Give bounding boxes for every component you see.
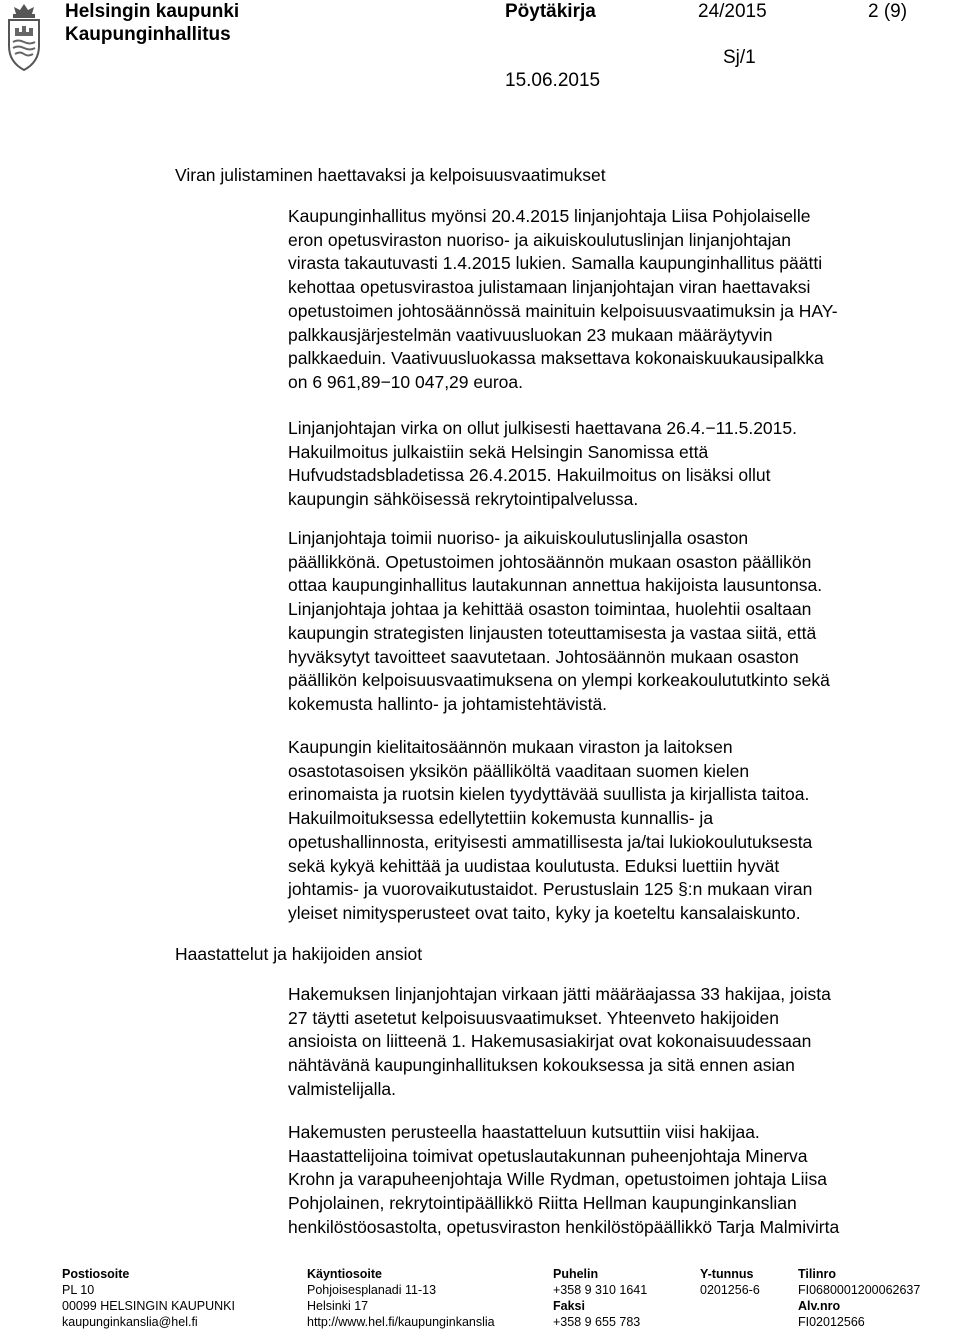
footer-value: 00099 HELSINGIN KAUPUNKI (62, 1299, 235, 1313)
text-line: johtamis- ja vuorovaikutustaidot. Perustuslain 125 §:n mukaan viran (288, 879, 813, 900)
footer-visit (307, 1266, 495, 1330)
text-line: Hakemuksen linjanjohtajan virkaan jätti määräajassa 33 hakijaa, joista (288, 984, 831, 1004)
text-line: Hufvudstadsbladetissa 26.4.2015. Hakuilmoitus on lisäksi ollut (288, 465, 771, 486)
text-line: opetushallinnosta, erityisesti ammatillisesta ja/tai lukiokoulutuksesta (288, 831, 813, 852)
text-line: Krohn ja varapuheenjohtaja Wille Rydman, opetustoimen johtaja Liisa (288, 1169, 827, 1190)
text-line: sekä kykyä kehittää ja uudistaa koulutusta. Eduksi luettiin hyvät (288, 855, 780, 876)
footer-value: 0201256-6 (700, 1283, 760, 1297)
section-title: Viran julistaminen haettavaksi ja kelpoisuusvaatimukset (175, 165, 606, 185)
footer-website-link[interactable]: http://www.hel.fi/kaupunginkanslia (307, 1315, 495, 1329)
footer-label: Puhelin (553, 1267, 599, 1281)
text-line: palkkausjärjestelmän vaativuusluokan 23 mukaan määräytyvin (288, 324, 773, 345)
footer-value: PL 10 (62, 1283, 95, 1297)
text-line: Linjanjohtaja toimii nuoriso- ja aikuiskoulutuslinjalla osaston (288, 528, 749, 548)
paragraph (288, 417, 950, 512)
text-line: eron opetusviraston nuoriso- ja aikuiskoulutuslinjan linjanjohtajan (288, 229, 791, 250)
text-line: yleiset nimitysperusteet ovat taito, kyky ja koeteltu kansalaiskunto. (288, 902, 801, 923)
footer-email[interactable]: kaupunginkanslia@hel.fi (62, 1315, 198, 1329)
footer-value: Pohjoisesplanadi 11-13 (307, 1283, 437, 1297)
text-line: hyväksytyt tavoitteet saavutetaan. Johtosäännön mukaan osaston (288, 646, 799, 667)
section-ref: Sj/1 (723, 47, 756, 68)
footer-value: Helsinki 17 (307, 1299, 369, 1313)
text-line: kehottaa opetusvirastoa julistamaan linjanjohtajan viran haettavaksi (288, 277, 811, 298)
footer-label: Käyntiosoite (307, 1267, 383, 1281)
text-line: Linjanjohtajan virka on ollut julkisesti haettavana 26.4.−11.5.2015. (288, 418, 797, 438)
text-line: erinomaista ja ruotsin kielen tyydyttävää suullista ja kirjallista taitoa. (288, 784, 810, 805)
text-line: Kaupunginhallitus myönsi 20.4.2015 linjanjohtaja Liisa Pohjolaiselle (288, 206, 811, 226)
page-number: 2 (9) (868, 1, 908, 22)
text-line: osastotasoisen yksikön päälliköltä vaaditaan suomen kielen (288, 760, 750, 781)
side-heading: Haastattelut ja hakijoiden ansiot (175, 944, 423, 964)
org-name: Helsingin kaupunki (65, 1, 240, 22)
text-line: nähtävänä kaupunginhallituksen kokouksessa ja sitä ennen asian (288, 1055, 795, 1076)
body-name: Kaupunginhallitus (65, 24, 231, 45)
footer-value: FI0680001200062637 (798, 1283, 921, 1297)
footer-value: +358 9 310 1641 (553, 1283, 648, 1297)
paragraph (288, 1121, 950, 1240)
meeting-date: 15.06.2015 (505, 70, 601, 91)
footer-account (798, 1266, 920, 1330)
text-line: henkilöstöosastolta, opetusviraston henkilöstöpäällikkö Tarja Malmivirta (288, 1216, 840, 1237)
footer-label: Postiosoite (62, 1267, 130, 1281)
text-line: päällikkönä. Opetustoimen johtosäännön mukaan osaston päällikön (288, 551, 812, 572)
text-line: palkkaeduin. Vaativuusluokassa maksettava kokonaiskuukausipalkka (288, 348, 824, 369)
paragraph (288, 983, 950, 1102)
paragraph (288, 527, 950, 717)
text-line: päällikön kelpoisuusvaatimuksena on ylempi korkeakoulututkinto sekä (288, 670, 830, 691)
text-line: Kaupungin kielitaitosäännön mukaan viraston ja laitoksen (288, 737, 733, 757)
text-line: Hakuilmoitus julkaistiin sekä Helsingin Sanomissa että (288, 441, 709, 462)
text-line: virasta takautuvasti 1.4.2015 lukien. Samalla kaupunginhallitus päätti (288, 253, 823, 274)
text-line: valmistelijalla. (288, 1078, 396, 1099)
footer-label: Tilinro (798, 1267, 836, 1281)
text-line: ansioista on liitteenä 1. Hakemusasiakirjat ovat kokonaisuudessaan (288, 1031, 812, 1052)
footer-label: Faksi (553, 1299, 585, 1313)
text-line: kokemusta hallinto- ja johtamistehtävistä. (288, 693, 608, 714)
paragraph (288, 205, 950, 395)
text-line: Hakuilmoituksessa edellytettiin kokemusta kunnallis- ja (288, 808, 714, 829)
text-line: opetustoimen johtosäännössä mainituin kelpoisuusvaatimuksin ja HAY- (288, 300, 838, 321)
footer-value: FI02012566 (798, 1315, 865, 1329)
text-line: 27 täytti asetetut kelpoisuusvaatimukset. Yhteenveto hakijoiden (288, 1007, 779, 1028)
paragraph (288, 736, 950, 926)
helsinki-coat-of-arms-logo (4, 2, 44, 72)
footer-label: Alv.nro (798, 1299, 841, 1313)
footer-postal (62, 1266, 235, 1330)
text-line: Linjanjohtaja johtaa ja kehittää osaston toimintaa, huolehtii osaltaan (288, 599, 812, 620)
footer-phone (553, 1266, 647, 1330)
text-line: kaupungin sähköisessä rekrytointipalvelussa. (288, 489, 639, 510)
footer-label: Y-tunnus (700, 1267, 754, 1281)
text-line: Hakemusten perusteella haastatteluun kutsuttiin viisi hakijaa. (288, 1122, 760, 1142)
text-line: kaupungin strategisten linjausten toteuttamisesta ja vastaa siitä, että (288, 622, 817, 643)
footer-value: +358 9 655 783 (553, 1315, 641, 1329)
doc-number: 24/2015 (698, 1, 767, 22)
text-line: Haastattelijoina toimivat opetuslautakunnan puheenjohtaja Minerva (288, 1145, 808, 1166)
text-line: ottaa kaupunginhallitus lautakunnan annettua hakijoista lausuntonsa. (288, 575, 823, 596)
doc-type: Pöytäkirja (505, 1, 596, 22)
text-line: Pohjolainen, rekrytointipäällikkö Riitta Hellman kaupunginkanslian (288, 1193, 797, 1214)
text-line: on 6 961,89−10 047,29 euroa. (288, 371, 524, 392)
footer-ytunnus (700, 1266, 760, 1298)
